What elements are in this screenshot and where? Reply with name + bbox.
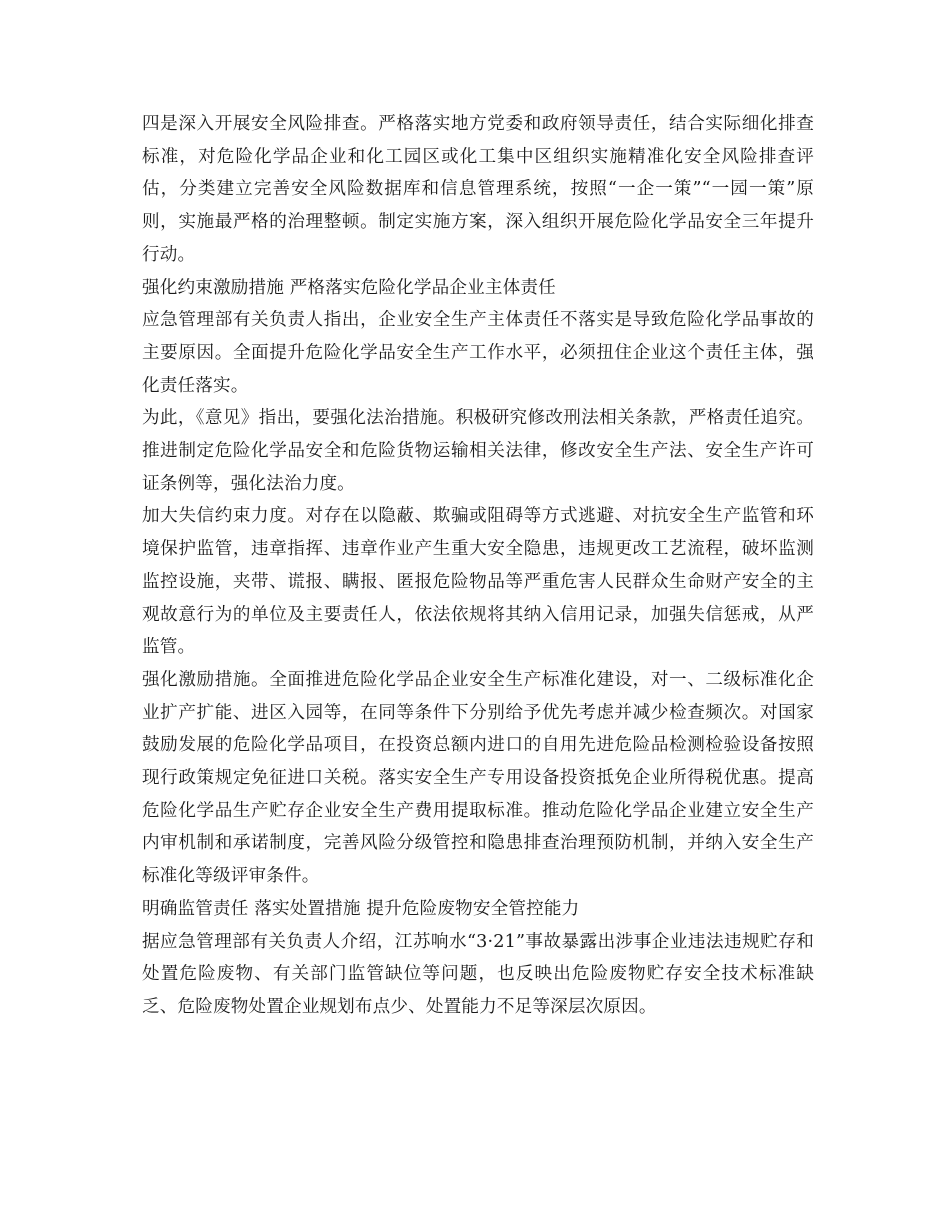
paragraph-risk-inspection: 四是深入开展安全风险排查。严格落实地方党委和政府领导责任，结合实际细化排查标准，对危险化学品企业和化工园区或化工集中区组织实施精准化安全风险排查评估，分类建立完善安全风险数据库和信息管理系统，按照“一企一策”“一园一策”原则，实施最严格的治理整顿。制定实施方案，深入组织开展危险化学品安全三年提升行动。 [142, 114, 814, 265]
document-body [142, 108, 814, 1024]
section-heading-enterprise-responsibility: 强化约束激励措施 严格落实危险化学品企业主体责任 [142, 277, 556, 298]
section-heading-hazardous-waste: 明确监管责任 落实处置措施 提升危险废物安全管控能力 [142, 898, 580, 919]
paragraph-legal-measures: 为此，《意见》指出，要强化法治措施。积极研究修改刑法相关条款，严格责任追究。推进制定危险化学品安全和危险货物运输相关法律，修改安全生产法、安全生产许可证条例等，强化法治力度。 [142, 408, 814, 494]
paragraph-main-cause: 应急管理部有关负责人指出，企业安全生产主体责任不落实是导致危险化学品事故的主要原因。全面提升危险化学品安全生产工作水平，必须扭住企业这个责任主体，强化责任落实。 [142, 310, 814, 396]
paragraph-xiangshui-accident: 据应急管理部有关负责人介绍，江苏响水“3·21”事故暴露出涉事企业违法违规贮存和处置危险废物、有关部门监管缺位等问题，也反映出危险废物贮存安全技术标准缺乏、危险废物处置企业规划布点少、处置能力不足等深层次原因。 [142, 931, 814, 1017]
paragraph-incentive-measures: 强化激励措施。全面推进危险化学品企业安全生产标准化建设，对一、二级标准化企业扩产扩能、进区入园等，在同等条件下分别给予优先考虑并减少检查频次。对国家鼓励发展的危险化学品项目，在投资总额内进口的自用先进危险品检测检验设备按照现行政策规定免征进口关税。落实安全生产专用设备投资抵免企业所得税优惠。提高危险化学品生产贮存企业安全生产费用提取标准。推动危险化学品企业建立安全生产内审机制和承诺制度，完善风险分级管控和隐患排查治理预防机制，并纳入安全生产标准化等级评审条件。 [142, 669, 814, 887]
paragraph-credit-constraints: 加大失信约束力度。对存在以隐蔽、欺骗或阻碍等方式逃避、对抗安全生产监管和环境保护监管，违章指挥、违章作业产生重大安全隐患，违规更改工艺流程，破坏监测监控设施，夹带、谎报、瞒报、匿报危险物品等严重危害人民群众生命财产安全的主观故意行为的单位及主要责任人，依法依规将其纳入信用记录，加强失信惩戒，从严监管。 [142, 506, 814, 658]
